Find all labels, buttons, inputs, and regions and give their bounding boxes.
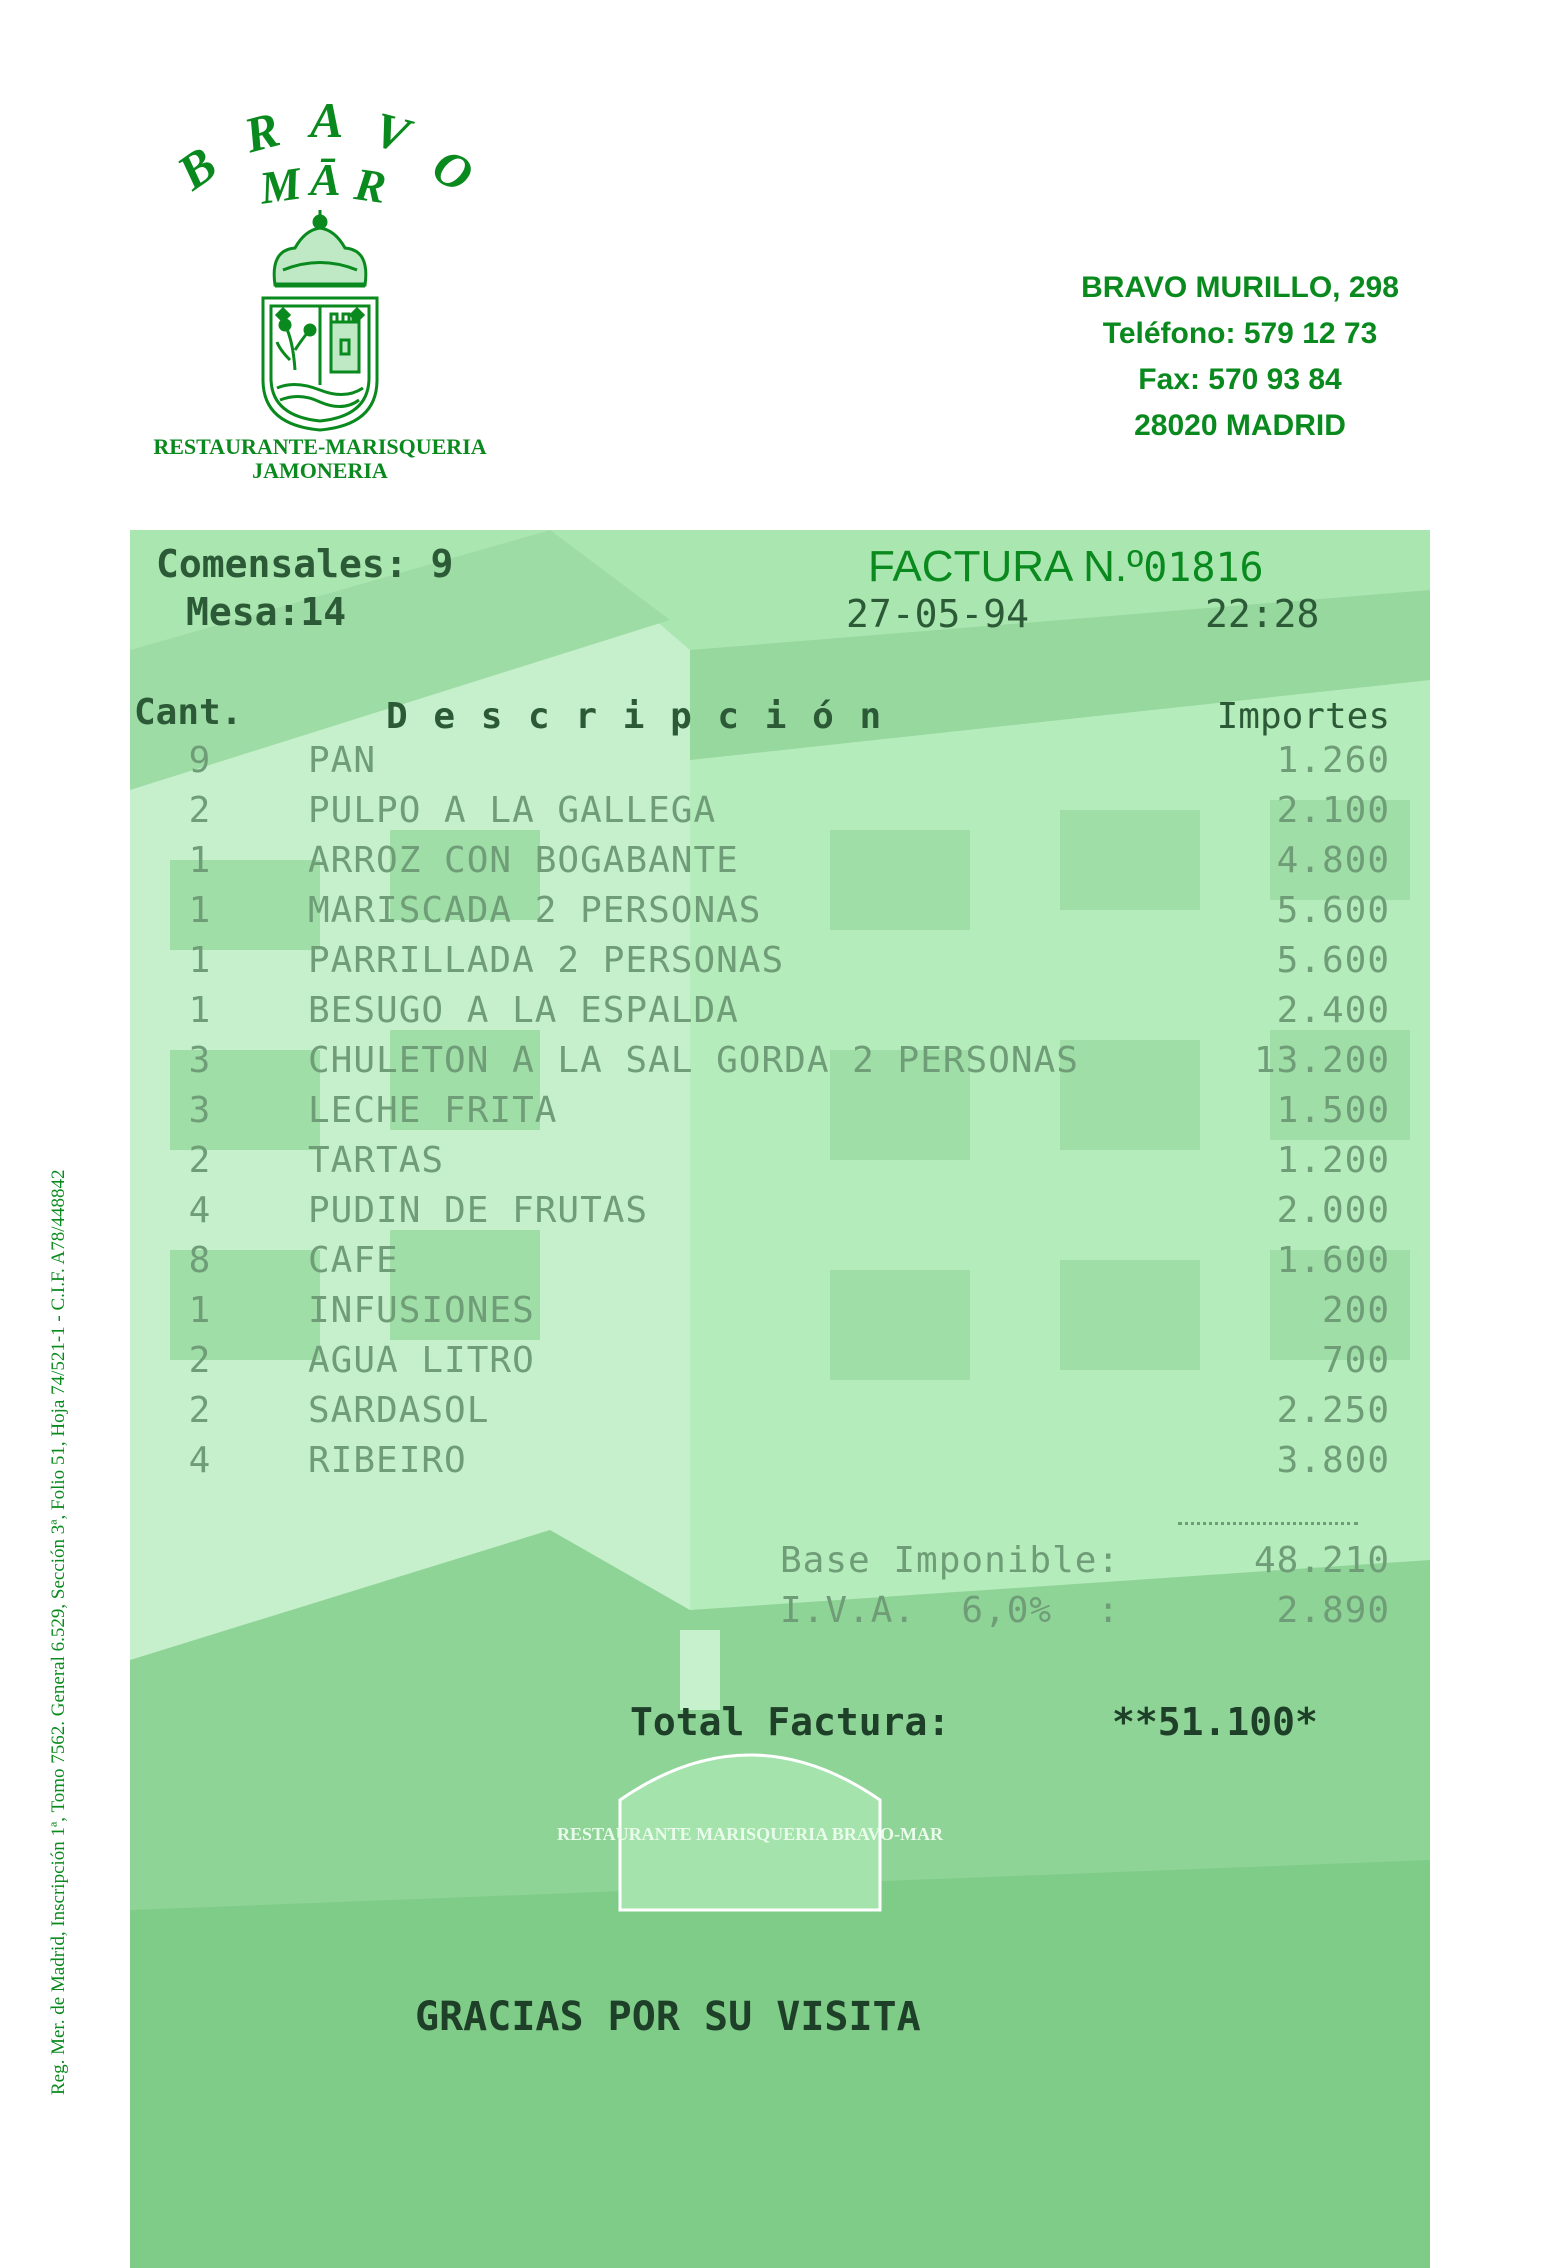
- logo-letter-r2: R: [351, 158, 390, 213]
- restaurant-type-line1: RESTAURANTE-MARISQUERIA: [153, 434, 487, 459]
- line-item-description: MARISCADA 2 PERSONAS: [308, 890, 762, 931]
- line-item-amount: 2.400: [1276, 990, 1390, 1031]
- total-label: Total Factura:: [630, 1700, 951, 1744]
- line-item-description: INFUSIONES: [308, 1290, 535, 1331]
- line-item-amount: 5.600: [1276, 940, 1390, 981]
- line-item-qty: 9: [188, 740, 212, 781]
- line-item-description: BESUGO A LA ESPALDA: [308, 990, 739, 1031]
- logo-letter-a2: Ā: [310, 154, 341, 205]
- line-item-description: RIBEIRO: [308, 1440, 467, 1481]
- logo-letter-a: A: [310, 92, 344, 148]
- line-item-amount: 1.200: [1276, 1140, 1390, 1181]
- restaurant-type-line2: JAMONERIA: [252, 458, 388, 483]
- line-item-row: [130, 1240, 1430, 1290]
- column-header-amount: Importes: [1216, 696, 1390, 737]
- line-item-qty: 4: [188, 1440, 212, 1481]
- line-item-row: [130, 940, 1430, 990]
- invoice-panel: [130, 530, 1430, 2268]
- logo-letter-r: R: [238, 100, 286, 164]
- line-item-amount: 5.600: [1276, 890, 1390, 931]
- registry-info: Reg. Mer. de Madrid, Inscripción 1ª, Tomo 7562. General 6.529, Sección 3ª, Folio 51, Hoja 74/521-1 - C.I.F. A78/448842: [48, 1169, 69, 2095]
- logo-wordmark: [160, 92, 500, 225]
- line-item-row: [130, 1340, 1430, 1390]
- invoice-date: 27-05-94: [846, 592, 1030, 636]
- address-street: BRAVO MURILLO, 298: [1081, 271, 1399, 304]
- column-header-qty: Cant.: [134, 692, 243, 733]
- line-item-description: PUDIN DE FRUTAS: [308, 1190, 649, 1231]
- address-block: [1030, 265, 1450, 449]
- line-item-description: ARROZ CON BOGABANTE: [308, 840, 739, 881]
- line-item-row: [130, 1440, 1430, 1490]
- line-item-qty: 2: [188, 1340, 212, 1381]
- address-fax: Fax: 570 93 84: [1138, 363, 1342, 396]
- line-item-qty: 3: [188, 1090, 212, 1131]
- line-item-amount: 2.250: [1276, 1390, 1390, 1431]
- line-item-description: AGUA LITRO: [308, 1340, 535, 1381]
- line-item-description: CHULETON A LA SAL GORDA 2 PERSONAS: [308, 1040, 1079, 1081]
- coat-of-arms-icon: [255, 210, 385, 435]
- line-item-row: [130, 840, 1430, 890]
- base-imponible-value: 48.210: [1253, 1540, 1390, 1581]
- line-item-qty: 2: [188, 790, 212, 831]
- invoice-number: 01816: [1143, 545, 1264, 591]
- line-item-amount: 13.200: [1253, 1040, 1390, 1081]
- line-item-qty: 1: [188, 840, 212, 881]
- logo-letter-o: O: [423, 136, 483, 204]
- logo-letter-m: M: [256, 157, 305, 214]
- line-item-amount: 1.260: [1276, 740, 1390, 781]
- line-item-amount: 200: [1321, 1290, 1390, 1331]
- line-item-amount: 2.000: [1276, 1190, 1390, 1231]
- line-item-description: CAFE: [308, 1240, 399, 1281]
- base-imponible-label: Base Imponible:: [780, 1540, 1121, 1581]
- line-item-qty: 1: [188, 990, 212, 1031]
- column-header-description: D e s c r i p c i ó n: [386, 696, 884, 737]
- line-item-qty: 3: [188, 1040, 212, 1081]
- comensales-label: Comensales: 9: [156, 542, 454, 586]
- line-item-row: [130, 1140, 1430, 1190]
- line-item-row: [130, 1390, 1430, 1440]
- line-item-qty: 2: [188, 1390, 212, 1431]
- restaurant-type: [110, 435, 530, 483]
- logo-letter-v: V: [368, 100, 416, 164]
- line-item-qty: 1: [188, 890, 212, 931]
- line-item-row: [130, 1290, 1430, 1340]
- line-item-qty: 2: [188, 1140, 212, 1181]
- total-value: **51.100*: [1112, 1700, 1318, 1744]
- line-item-qty: 8: [188, 1240, 212, 1281]
- invoice-time: 22:28: [1205, 592, 1320, 636]
- line-item-qty: 4: [188, 1190, 212, 1231]
- subtotal-divider: [1178, 1522, 1358, 1525]
- line-item-description: PARRILLADA 2 PERSONAS: [308, 940, 785, 981]
- address-city: 28020 MADRID: [1134, 409, 1346, 442]
- logo-letter-b: B: [166, 135, 227, 201]
- line-item-row: [130, 1190, 1430, 1240]
- line-item-row: [130, 1090, 1430, 1140]
- invoice-title-label: FACTURA N.º: [868, 542, 1144, 591]
- iva-value: 2.890: [1276, 1590, 1390, 1631]
- line-item-description: SARDASOL: [308, 1390, 490, 1431]
- line-item-row: [130, 740, 1430, 790]
- invoice-title: [868, 542, 1264, 592]
- line-item-row: [130, 990, 1430, 1040]
- line-item-row: [130, 1040, 1430, 1090]
- line-item-amount: 2.100: [1276, 790, 1390, 831]
- line-item-description: TARTAS: [308, 1140, 445, 1181]
- line-item-amount: 700: [1321, 1340, 1390, 1381]
- line-item-row: [130, 890, 1430, 940]
- line-item-amount: 4.800: [1276, 840, 1390, 881]
- line-item-amount: 3.800: [1276, 1440, 1390, 1481]
- emblem-sign-text: RESTAURANTE MARISQUERIA BRAVO-MAR: [556, 1824, 944, 1844]
- line-item-row: [130, 790, 1430, 840]
- iva-label: I.V.A. 6,0% :: [780, 1590, 1121, 1631]
- line-item-qty: 1: [188, 1290, 212, 1331]
- line-item-description: PAN: [308, 740, 377, 781]
- thanks-message: GRACIAS POR SU VISITA: [415, 1994, 921, 2040]
- line-item-amount: 1.500: [1276, 1090, 1390, 1131]
- line-item-description: PULPO A LA GALLEGA: [308, 790, 717, 831]
- line-item-description: LECHE FRITA: [308, 1090, 558, 1131]
- line-item-amount: 1.600: [1276, 1240, 1390, 1281]
- mesa-label: Mesa:14: [186, 590, 347, 634]
- line-item-qty: 1: [188, 940, 212, 981]
- address-phone: Teléfono: 579 12 73: [1102, 317, 1378, 350]
